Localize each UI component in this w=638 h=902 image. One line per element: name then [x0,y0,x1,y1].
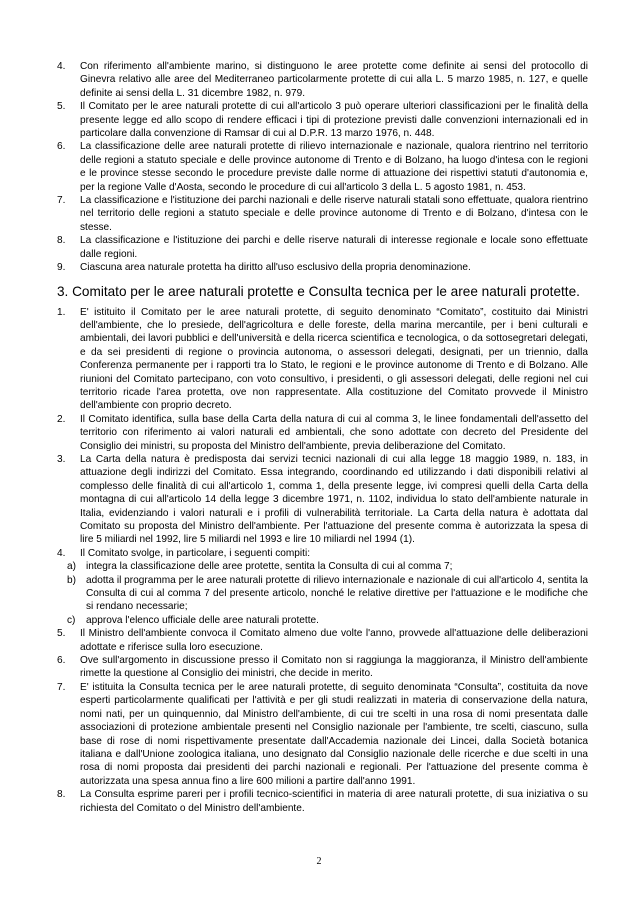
list-item [57,547,588,560]
list-item [57,194,588,234]
section-heading: 3. Comitato per le aree naturali protette e Consulta tecnica per le aree naturali protette. [57,283,580,299]
item-text: Il Ministro dell'ambiente convoca il Comitato almeno due volte l'anno, provvede all'attuazione delle deliberazioni adottate e riferisce sulla loro esecuzione. [80,628,588,653]
article-3 [57,306,588,815]
document-body [57,60,588,815]
article-2-continued [57,60,588,275]
sub-list-item [67,560,588,573]
item-number: 5. [57,101,66,113]
item-text: Con riferimento all'ambiente marino, si distinguono le aree protette come definite ai sensi del protocollo di Ginevra relativo alle aree del Mediterraneo particolarmente protette di cui alla L. 5 marzo 1985, n. 127, e quelle definite ai sensi della L. 31 dicembre 1982, n. 979. [80,61,588,99]
item-number: 8. [57,789,66,801]
item-number: 8. [57,235,66,247]
list-item [57,453,588,547]
item-number: 7. [57,681,66,693]
item-text: La Consulta esprime pareri per i profili tecnico-scientifici in materia di aree naturali protette, di sua iniziativa o su richiesta del Comitato o del Ministro dell'ambiente. [80,789,588,814]
item-text: La classificazione e l'istituzione dei parchi nazionali e delle riserve naturali statali sono effettuate, qualora rientrino nel territorio delle regioni a statuto speciale e delle province autonome di Trento e di Bolzano, d'intesa con le stesse. [80,195,588,233]
item-text: Ove sull'argomento in discussione presso il Comitato non si raggiunga la maggioranza, il Ministro dell'ambiente rimette la questione al Consiglio dei ministri, che decide in merito. [80,655,588,680]
page-number: 2 [316,856,322,867]
sub-item-letter: c) [67,614,76,626]
sub-item-text: adotta il programma per le aree naturali protette di rilievo internazionale e nazionale di cui all'articolo 4, sentita la Consulta di cui al comma 7 del presente articolo, nonché le relative direttive per l'attuazione e le modifiche che si rendano necessarie; [86,574,588,613]
sub-list-item [67,574,588,614]
item-number: 9. [57,262,66,274]
item-text: La Carta della natura è predisposta dai servizi tecnici nazionali di cui alla legge 18 maggio 1989, n. 183, in attuazione degli indirizzi del Comitato. Essa integrando, coordinando ed utilizzando i dati disponibili relativi al complesso delle finalità di cui all'articolo 1, comma 1, della presente legge, ivi compresi quelli della Carta della montagna di cui all'articolo 14 della legge 3 dicembre 1971, n. 1102, individua lo stato dell'ambiente naturale in Italia, evidenziando i valori naturali e i profili di vulnerabilità territoriale. La Carta della natura è adottata dal Comitato su proposta del Ministro dell'ambiente. Per l'attuazione del presente comma è autorizzata la spesa di lire 5 miliardi nel 1992, lire 5 miliardi nel 1993 e lire 10 miliardi nel 1994 (1). [80,453,588,546]
item-number: 5. [57,628,66,640]
list-item [57,627,588,654]
list-item [57,788,588,815]
item-text: La classificazione e l'istituzione dei parchi e delle riserve naturali di interesse regionale e locale sono effettuate dalle regioni. [80,235,588,260]
list-item [57,60,588,100]
item-text: Il Comitato svolge, in particolare, i seguenti compiti: [80,547,311,559]
list-item [57,654,588,681]
sub-item-text: approva l'elenco ufficiale delle aree naturali protette. [86,614,319,626]
item-text: La classificazione delle aree naturali protette di rilievo internazionale e nazionale, qualora rientrino nel territorio delle regioni a statuto speciale e delle province autonome di Trento e di Bolzano, ha luogo d'intesa con le regioni e le province stesse secondo le procedure previste dalle norme di attuazione dei rispettivi statuti d'autonomia e, per la regione Valle d'Aosta, secondo le procedure di cui all'articolo 3 della L. 5 agosto 1981, n. 453. [80,141,588,193]
list-item [57,140,588,194]
item-number: 6. [57,655,66,667]
list-item [57,306,588,413]
list-item [57,413,588,453]
item-number: 4. [57,547,66,559]
item-number: 6. [57,141,66,153]
item-text: Ciascuna area naturale protetta ha diritto all'uso esclusivo della propria denominazione. [80,262,471,274]
list-item [57,681,588,788]
item-number: 1. [57,306,66,318]
item-number: 2. [57,413,66,425]
list-item [57,100,588,140]
item-text: E' istituita la Consulta tecnica per le aree naturali protette, di seguito denominata “Consulta”, costituita da nove esperti particolarmente qualificati per l'attività e per gli studi realizzati in materia di conservazione della natura, nomi nati, per un quinquennio, dal Ministro dell'ambiente, di cui tre scelti in una rosa di nomi presentata dalle associazioni di protezione ambientale presenti nel Consiglio nazionale per l'ambiente, tre scelti, ciascuno, sulla base di rose di nomi rispettivamente presentate dall'Accademia nazionale dei Lincei, dalla Società botanica italiana e dall'Unione zoologica italiana, uno designato dal Consiglio nazionale delle ricerche e due scelti in una rosa di nomi proposta dai presidenti dei parchi nazionali e regionali. Per l'attuazione del presente comma è autorizzata una spesa annua fino a lire 600 milioni a partire dall'anno 1991. [80,681,588,787]
item-text: Il Comitato per le aree naturali protette di cui all'articolo 3 può operare ulteriori classificazioni per le finalità della presente legge ed allo scopo di rendere efficaci i tipi di protezione previsti dalle convenzioni internazionali ed in particolare dalla convenzione di Ramsar di cui al D.P.R. 13 marzo 1976, n. 448. [80,101,588,140]
sub-item-text: integra la classificazione delle aree protette, sentita la Consulta di cui al comma 7; [86,561,453,573]
sub-item-letter: b) [67,574,76,586]
item-number: 7. [57,195,66,207]
sub-item-letter: a) [67,561,76,573]
list-item [57,234,588,261]
item-text: Il Comitato identifica, sulla base della Carta della natura di cui al comma 3, le linee fondamentali dell'assetto del territorio con riferimento ai valori naturali ed ambientali, che sono adottate con decreto del Presidente del Consiglio dei ministri, su proposta del Ministro dell'ambiente, previa deliberazione del Comitato. [80,413,588,452]
list-item [57,261,588,274]
item-number: 4. [57,61,66,72]
sub-list-item [67,614,588,627]
item-text: E' istituito il Comitato per le aree naturali protette, di seguito denominato “Comitato”, costituito dai Ministri dell'ambiente, che lo presiede, dell'agricoltura e delle foreste, della marina mercantile, per i beni culturali e ambientali, dei lavori pubblici e dell'università e della ricerca scientifica e tecnologica, o da sottosegretari delegati, e da sei presidenti di regione o provincia autonoma, o assessori delegati, designati, per un triennio, dalla Conferenza permanente per i rapporti tra lo Stato, le regioni e le province autonome di Trento e di Bolzano. Alle riunioni del Comitato partecipano, con voto consultivo, i presidenti, o gli assessori delegati, delle regioni nel cui territorio ricade l'area protetta, ove non rappresentate. Alla costituzione del Comitato provvede il Ministro dell'ambiente con proprio decreto. [80,306,588,412]
item-number: 3. [57,453,66,465]
